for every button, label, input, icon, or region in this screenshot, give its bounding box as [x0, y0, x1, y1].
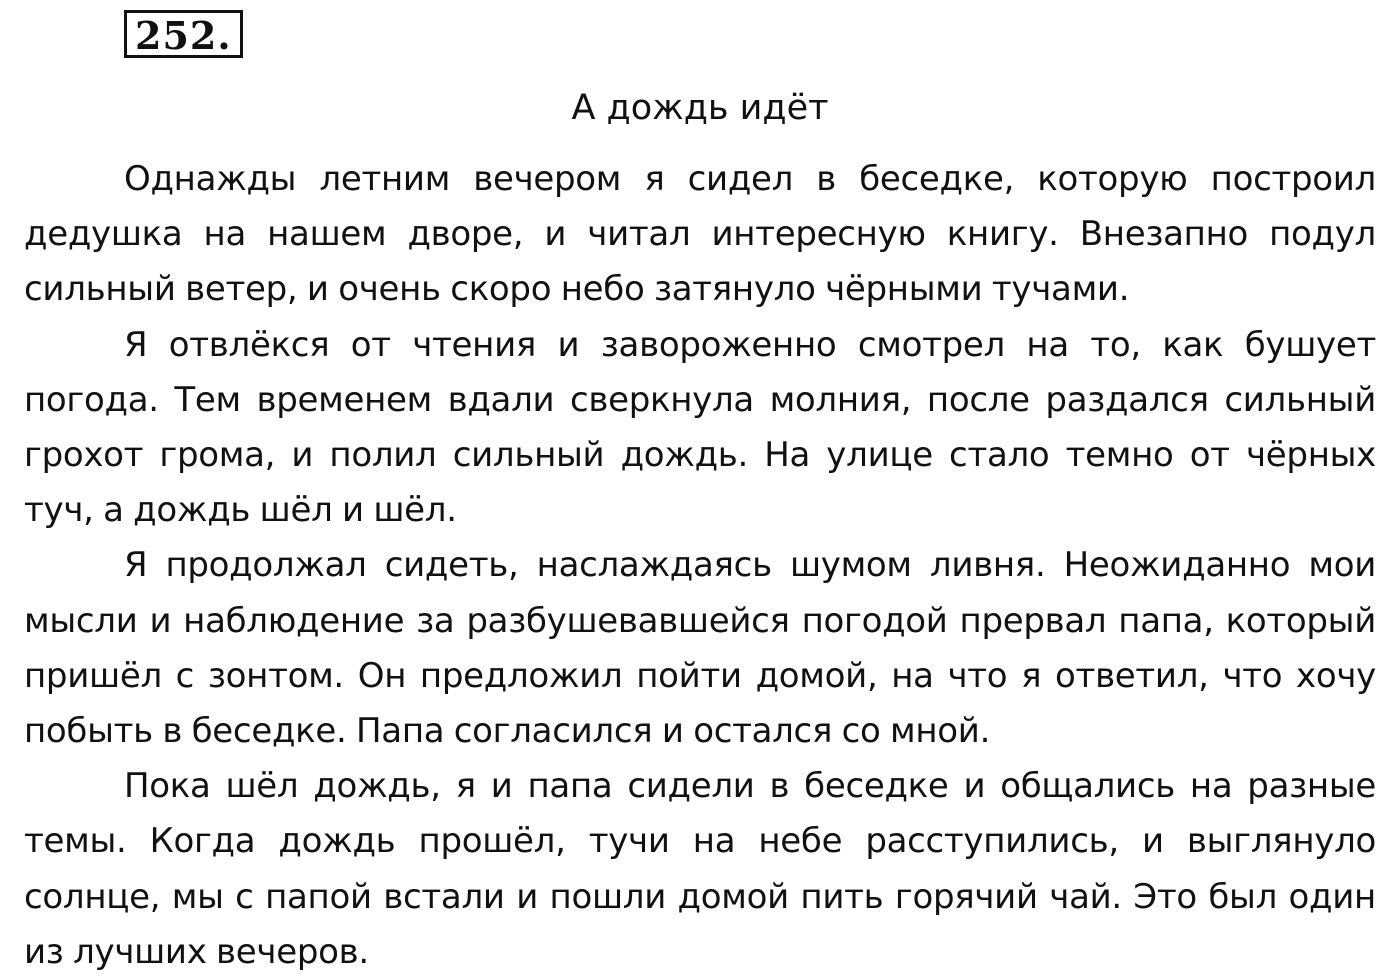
exercise-number: 252. — [124, 10, 243, 58]
paragraph-3: Я продолжал сидеть, наслаждаясь шумом ливня. Неожиданно мои мысли и наблюдение за разбушевавшейся погодой прервал папа, который пришёл с зонтом. Он предложил пойти домой, на что я ответил, что хочу побыть в беседке. Папа согласился и остался со мной. — [24, 545, 1376, 752]
paragraph-2: Я отвлёкся от чтения и завороженно смотрел на то, как бушует погода. Тем временем вдали сверкнула молния, после раздался сильный грохот грома, и полил сильный дождь. На улице стало темно от чёрных туч, а дождь шёл и шёл. — [24, 324, 1376, 531]
paragraph-4: Пока шёл дождь, я и папа сидели в беседке и общались на разные темы. Когда дождь прошёл, тучи на небе расступились, и выглянуло солнце, мы с папой встали и пошли домой пить горячий чай. Это был один из лучших вечеров. — [24, 766, 1376, 972]
text-body — [24, 152, 1376, 980]
paragraph-1: Однажды летним вечером я сидел в беседке, которую построил дедушка на нашем дворе, и читал интересную книгу. Внезапно подул сильный ветер, и очень скоро небо затянуло чёрными тучами. — [24, 159, 1376, 310]
text-title: А дождь идёт — [571, 88, 829, 128]
